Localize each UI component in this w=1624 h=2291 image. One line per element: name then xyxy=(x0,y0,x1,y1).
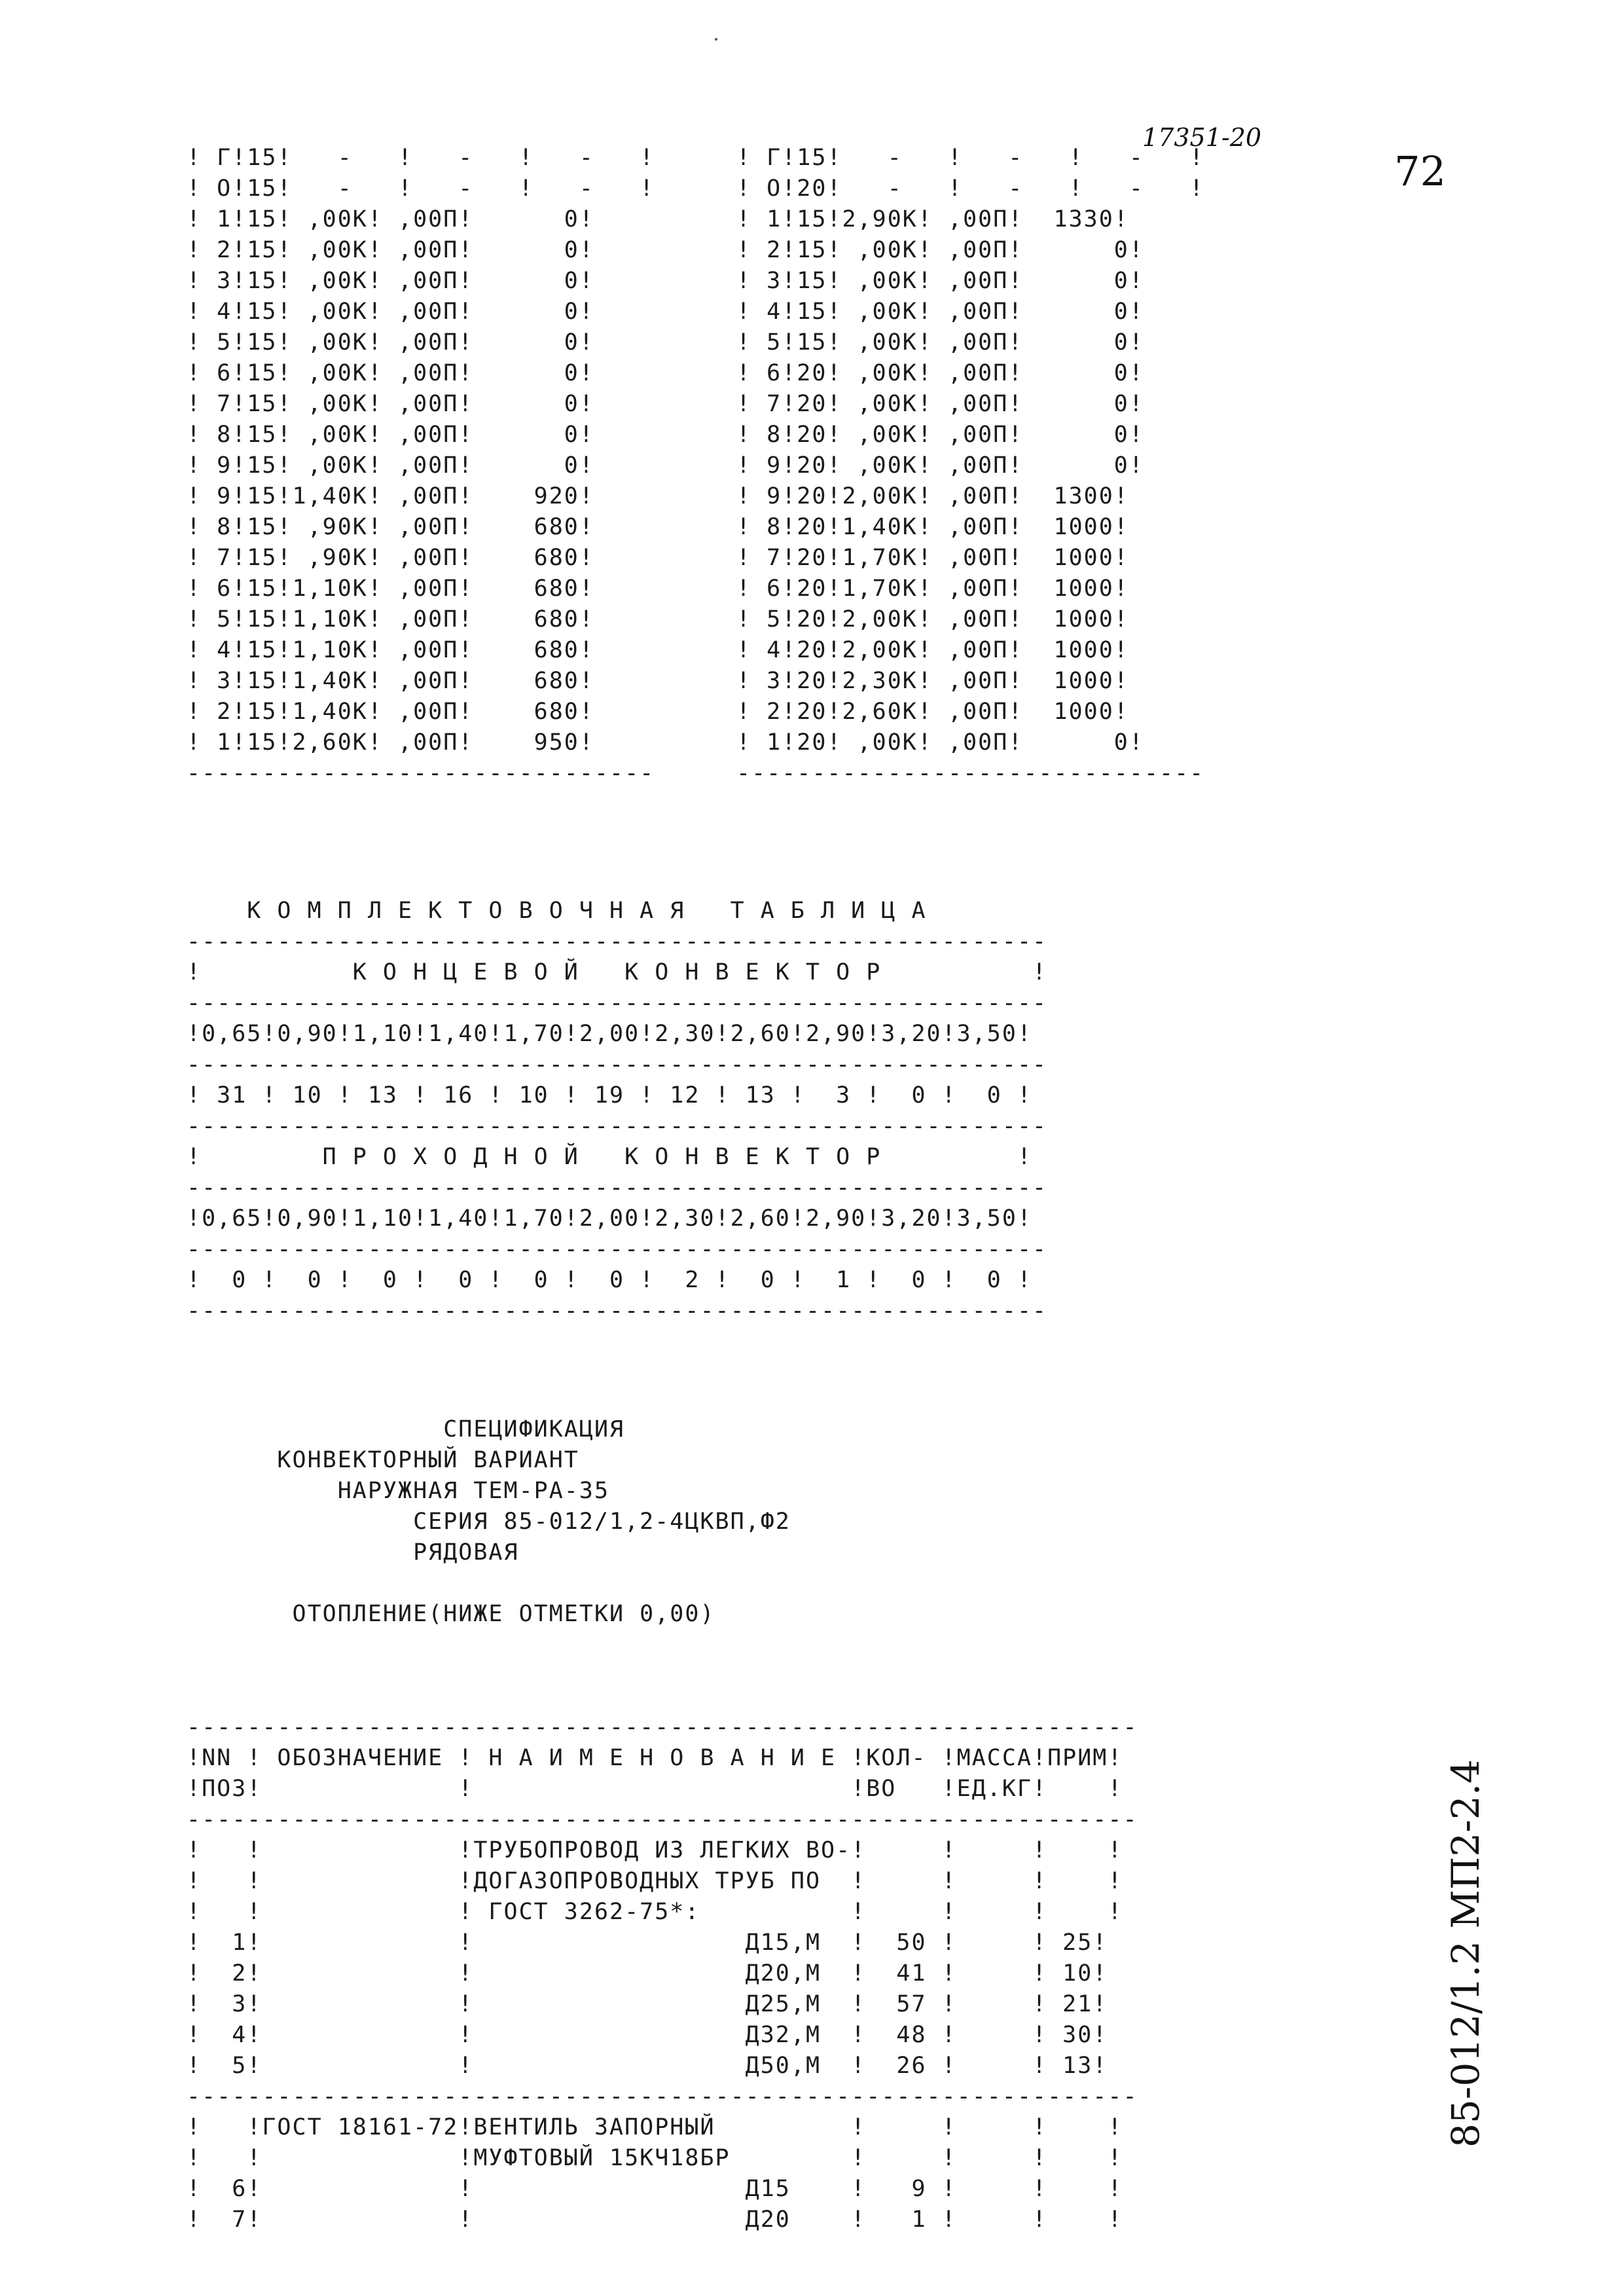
spec-table-line: ! !ГОСТ 18161-72!ВЕНТИЛЬ ЗАПОРНЫЙ ! ! ! ! xyxy=(187,2114,1123,2140)
handwritten-stamp: 17351-20 xyxy=(1142,123,1262,152)
left-table-line: ! 3!15! ,00К! ,00П! 0! xyxy=(187,268,594,294)
spec-table-line: ! ! ! ГОСТ 3262-75*: ! ! ! ! xyxy=(187,1899,1123,1925)
specification-table xyxy=(187,1712,1138,2235)
left-table-line: ! 6!15!1,10К! ,00П! 680! xyxy=(187,576,594,602)
left-table-line: ! 5!15!1,10К! ,00П! 680! xyxy=(187,606,594,632)
left-printout-table xyxy=(187,143,655,789)
right-table-line: ! 5!20!2,00К! ,00П! 1000! xyxy=(736,606,1129,632)
right-table-line: ! Г!15! - ! - ! - ! xyxy=(736,145,1205,171)
spec-table-line: ! 3! ! Д25,М ! 57 ! ! 21! xyxy=(187,1991,1108,2017)
komplekt-table-line: --------------------------------------------------------- xyxy=(187,1298,1048,1324)
komplekt-table-line: ! К О Н Ц Е В О Й К О Н В Е К Т О Р ! xyxy=(187,959,1048,985)
right-table-line: ! 9!20!2,00К! ,00П! 1300! xyxy=(736,483,1129,509)
left-table-line: ! 4!15! ,00К! ,00П! 0! xyxy=(187,299,594,325)
right-table-line: ! 6!20! ,00К! ,00П! 0! xyxy=(736,360,1144,386)
spec-table-line: --------------------------------------------------------------- xyxy=(187,1806,1138,1833)
left-table-line: ! 1!15!2,60К! ,00П! 950! xyxy=(187,729,594,756)
komplekt-table-line: --------------------------------------------------------- xyxy=(187,1175,1048,1201)
left-table-line: ! 2!15!1,40К! ,00П! 680! xyxy=(187,699,594,725)
spec-table-line: ! 6! ! Д15 ! 9 ! ! ! xyxy=(187,2176,1123,2202)
right-table-line: ! 2!15! ,00К! ,00П! 0! xyxy=(736,237,1144,263)
left-table-line: ! 5!15! ,00К! ,00П! 0! xyxy=(187,329,594,356)
spec-heading-line: КОНВЕКТОРНЫЙ ВАРИАНТ xyxy=(187,1447,579,1473)
komplekt-table-line: !0,65!0,90!1,10!1,40!1,70!2,00!2,30!2,60!2,90!3,20!3,50! xyxy=(187,1021,1033,1047)
right-table-line: ! 9!20! ,00К! ,00П! 0! xyxy=(736,452,1144,479)
right-table-line: ! 5!15! ,00К! ,00П! 0! xyxy=(736,329,1144,356)
spec-table-line: ! ! !ДОГАЗОПРОВОДНЫХ ТРУБ ПО ! ! ! ! xyxy=(187,1868,1123,1894)
right-table-line: ! 4!20!2,00К! ,00П! 1000! xyxy=(736,637,1129,663)
left-table-line: ! 6!15! ,00К! ,00П! 0! xyxy=(187,360,594,386)
komplekt-table-line: --------------------------------------------------------- xyxy=(187,1052,1048,1078)
komplekt-table-line: ! 0 ! 0 ! 0 ! 0 ! 0 ! 0 ! 2 ! 0 ! 1 ! 0 ! 0 ! xyxy=(187,1267,1033,1293)
komplekt-table-line: !0,65!0,90!1,10!1,40!1,70!2,00!2,30!2,60!2,90!3,20!3,50! xyxy=(187,1205,1033,1232)
right-table-line: ! 3!15! ,00К! ,00П! 0! xyxy=(736,268,1144,294)
spec-table-line: !ПОЗ! ! !ВО !ЕД.КГ! ! xyxy=(187,1776,1123,1802)
right-table-line: ! 4!15! ,00К! ,00П! 0! xyxy=(736,299,1144,325)
komplekt-table-line: --------------------------------------------------------- xyxy=(187,1113,1048,1139)
right-table-line: ! 7!20!1,70К! ,00П! 1000! xyxy=(736,545,1129,571)
right-table-line: ! 1!20! ,00К! ,00П! 0! xyxy=(736,729,1144,756)
spec-table-line: ! 4! ! Д32,М ! 48 ! ! 30! xyxy=(187,2022,1108,2048)
komplekt-table-line: К О М П Л Е К Т О В О Ч Н А Я Т А Б Л И Ц А xyxy=(187,898,927,924)
left-table-line: ! О!15! - ! - ! - ! xyxy=(187,175,655,202)
right-table-line: ! 2!20!2,60К! ,00П! 1000! xyxy=(736,699,1129,725)
right-table-line: ! 1!15!2,90К! ,00П! 1330! xyxy=(736,206,1129,232)
right-table-line: ! 8!20! ,00К! ,00П! 0! xyxy=(736,422,1144,448)
left-table-line: ! 7!15! ,90К! ,00П! 680! xyxy=(187,545,594,571)
spec-heading-line: СПЕЦИФИКАЦИЯ xyxy=(187,1416,625,1442)
spec-table-line: --------------------------------------------------------------- xyxy=(187,2083,1138,2110)
page-number: 72 xyxy=(1394,147,1446,195)
spec-heading-line: НАРУЖНАЯ ТЕМ-РА-35 xyxy=(187,1478,610,1504)
komplekt-table xyxy=(187,896,1047,1327)
komplekt-table-line: --------------------------------------------------------- xyxy=(187,990,1048,1016)
spec-table-line: ! 2! ! Д20,М ! 41 ! ! 10! xyxy=(187,1960,1108,1987)
specification-heading xyxy=(187,1414,791,1630)
spec-table-line: ! 7! ! Д20 ! 1 ! ! ! xyxy=(187,2207,1123,2233)
spec-heading-line: СЕРИЯ 85-012/1,2-4ЦКВП,Ф2 xyxy=(187,1509,791,1535)
left-table-line: ! Г!15! - ! - ! - ! xyxy=(187,145,655,171)
spec-heading-line: ОТОПЛЕНИЕ(НИЖЕ ОТМЕТКИ 0,00) xyxy=(187,1601,715,1627)
spec-table-line: ! ! !МУФТОВЫЙ 15КЧ18БР ! ! ! ! xyxy=(187,2145,1123,2171)
right-table-line: ! 7!20! ,00К! ,00П! 0! xyxy=(736,391,1144,417)
scan-speck xyxy=(715,38,717,41)
right-table-line: ! 8!20!1,40К! ,00П! 1000! xyxy=(736,514,1129,540)
spec-table-line: ! ! !ТРУБОПРОВОД ИЗ ЛЕГКИХ ВО-! ! ! ! xyxy=(187,1837,1123,1863)
left-table-line: ! 9!15! ,00К! ,00П! 0! xyxy=(187,452,594,479)
spec-heading-line xyxy=(187,1568,791,1599)
komplekt-table-line: ! 31 ! 10 ! 13 ! 16 ! 10 ! 19 ! 12 ! 13 ! 3 ! 0 ! 0 ! xyxy=(187,1082,1033,1109)
left-table-line: ! 7!15! ,00К! ,00П! 0! xyxy=(187,391,594,417)
right-printout-table xyxy=(736,143,1204,789)
left-table-line: ! 4!15!1,10К! ,00П! 680! xyxy=(187,637,594,663)
spec-table-line: --------------------------------------------------------------- xyxy=(187,1714,1138,1740)
right-table-line: ! О!20! - ! - ! - ! xyxy=(736,175,1205,202)
spec-heading-line: РЯДОВАЯ xyxy=(187,1539,519,1566)
komplekt-table-line: --------------------------------------------------------- xyxy=(187,1236,1048,1262)
spec-table-line: ! 5! ! Д50,М ! 26 ! ! 13! xyxy=(187,2053,1108,2079)
spec-table-line: ! 1! ! Д15,М ! 50 ! ! 25! xyxy=(187,1930,1108,1956)
spec-table-line: !NN ! ОБОЗНАЧЕНИЕ ! Н А И М Е Н О В А Н И Е !КОЛ- !МАССА!ПРИМ! xyxy=(187,1745,1123,1771)
left-table-line: ! 1!15! ,00К! ,00П! 0! xyxy=(187,206,594,232)
left-table-line: ! 8!15! ,00К! ,00П! 0! xyxy=(187,422,594,448)
series-code-vertical: 85-012/1.2 МП2-2.4 xyxy=(1443,1759,1488,2148)
right-table-line: ! 6!20!1,70К! ,00П! 1000! xyxy=(736,576,1129,602)
left-table-line: ! 2!15! ,00К! ,00П! 0! xyxy=(187,237,594,263)
left-table-line: ------------------------------- xyxy=(187,760,655,786)
left-table-line: ! 9!15!1,40К! ,00П! 920! xyxy=(187,483,594,509)
left-table-line: ! 3!15!1,40К! ,00П! 680! xyxy=(187,668,594,694)
right-table-line: ------------------------------- xyxy=(736,760,1205,786)
right-table-line: ! 3!20!2,30К! ,00П! 1000! xyxy=(736,668,1129,694)
komplekt-table-line: --------------------------------------------------------- xyxy=(187,928,1048,955)
left-table-line: ! 8!15! ,90К! ,00П! 680! xyxy=(187,514,594,540)
komplekt-table-line: ! П Р О Х О Д Н О Й К О Н В Е К Т О Р ! xyxy=(187,1144,1033,1170)
